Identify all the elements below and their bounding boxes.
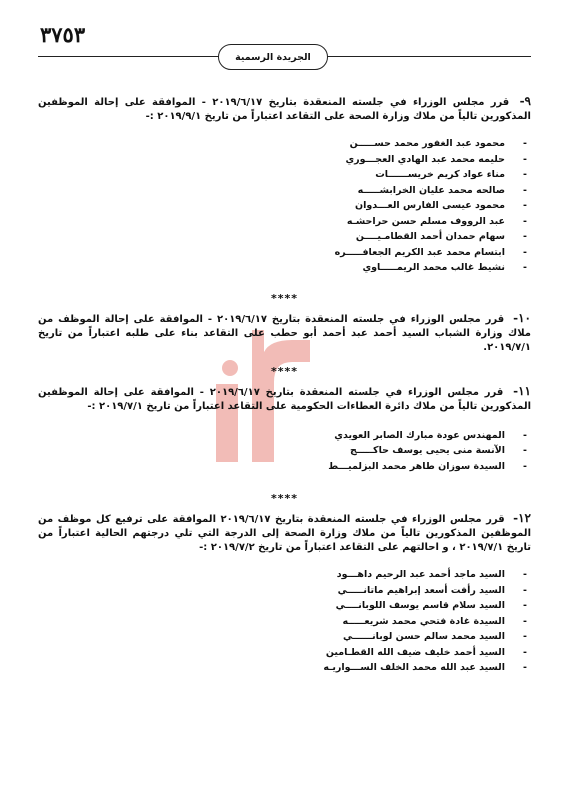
decision-text: قرر مجلس الوزراء في جلسته المنعقدة بتاريخ ٢٠١٩/٦/١٧ - الموافقة على إحالة الموظفين المذكورين تالياً من ملاك دائرة العطاءات الحكومية على التقاعد اعتباراً من تاريخ ٢٠١٩/٧/١ :-	[38, 386, 531, 412]
decision-text: قرر مجلس الوزراء في جلسته المنعقدة بتاريخ ٢٠١٩/٦/١٧ الموافقة على ترفيع كل موظف من الموظفين المذكورين تالياً من ملاك وزارة الصحة إلى الدرجة التي تلي درجتهم الحالية اعتباراً من تاريخ ٢٠١٩/٧/١ ، و احالتهم على التقاعد اعتباراً من تاريخ ٢٠١٩/٧/٢ :-	[38, 514, 531, 553]
page-number: ٣٧٥٣	[40, 22, 86, 47]
employee-list	[38, 136, 531, 276]
list-item: -صالحه محمد عليان الخرابشـــــه	[357, 184, 527, 196]
list-item: -السيد عبد الله محمد الخلف الســـواريـه	[323, 662, 527, 673]
decision-paragraph	[38, 511, 531, 555]
list-item: -السيدة سوزان طاهر محمد البزلميـــط	[328, 460, 527, 472]
gazette-title: الجريدة الرسمية	[218, 44, 328, 70]
decision-text: قرر مجلس الوزراء في جلسته المنعقدة بتاريخ ٢٠١٩/٦/١٧ - الموافقة على إحالة الموظف من ملاك وزارة الشباب السيد أحمد عبد أحمد أبو حطب على التقاعد بناء على طلبه اعتباراً من تاريخ ٢٠١٩/٧/١.	[38, 313, 531, 353]
list-item: -السيدة غادة فتحي محمد شريعـــــه	[342, 615, 527, 627]
employee-list	[38, 567, 531, 676]
decision-number: ١٢-	[513, 511, 531, 525]
decision-paragraph	[38, 384, 531, 414]
employee-list	[38, 428, 531, 475]
list-item: -السيد سلام قاسم يوسف اللوبانــــي	[335, 600, 527, 611]
section-separator: ****	[270, 364, 298, 378]
list-item: -ابتسام محمد عبد الكريم الجعافـــــره	[334, 246, 527, 258]
decision-paragraph	[38, 311, 531, 355]
list-item: -السيد ماجد أحمد عبد الرحيم داهـــود	[336, 569, 527, 580]
list-item: -مناء عواد كريم خريســــــات	[375, 169, 527, 180]
list-item: -الآنسة منى يحيى يوسف حاكـــــج	[349, 445, 527, 456]
document-body	[38, 94, 531, 676]
section-separator: ****	[270, 291, 298, 305]
decision-text: قرر مجلس الوزراء في جلسته المنعقدة بتاريخ ٢٠١٩/٦/١٧ - الموافقة على إحالة الموظفين المذكورين تالياً من ملاك وزارة الصحة على التقاعد اعتباراً من تاريخ ٢٠١٩/٩/١ :-	[38, 97, 531, 122]
list-item: -عبد الرووف مسلم حسن حراحشـه	[346, 215, 527, 227]
decision-number: ١٠-	[513, 310, 531, 325]
section-separator: ****	[270, 492, 298, 505]
decision-number: ٩-	[519, 94, 531, 108]
decision-number: ١١-	[513, 383, 531, 398]
list-item: -السيد محمد سالم حسن لوبانــــــي	[343, 631, 527, 642]
decision-paragraph	[38, 94, 531, 124]
list-item: -حليمه محمد عبد الهادي العجـــوري	[345, 153, 527, 165]
list-item: -محمود عيسى الفارس العـــدوان	[355, 200, 527, 211]
list-item: -المهندس عودة مبارك الصابر العويدي	[334, 429, 527, 441]
list-item: -سهام حمدان أحمد القطامـيــــن	[355, 231, 527, 242]
list-item: -محمود عبد الغفور محمد حســـــن	[349, 138, 527, 149]
list-item: -السيد رأفت أسعد إبراهيم ماتانـــــي	[337, 584, 527, 596]
list-item: -السيد أحمد خليف ضيف الله القطـامين	[325, 646, 527, 658]
list-item: -نشيط غالب محمد الريمـــــاوي	[362, 262, 527, 273]
